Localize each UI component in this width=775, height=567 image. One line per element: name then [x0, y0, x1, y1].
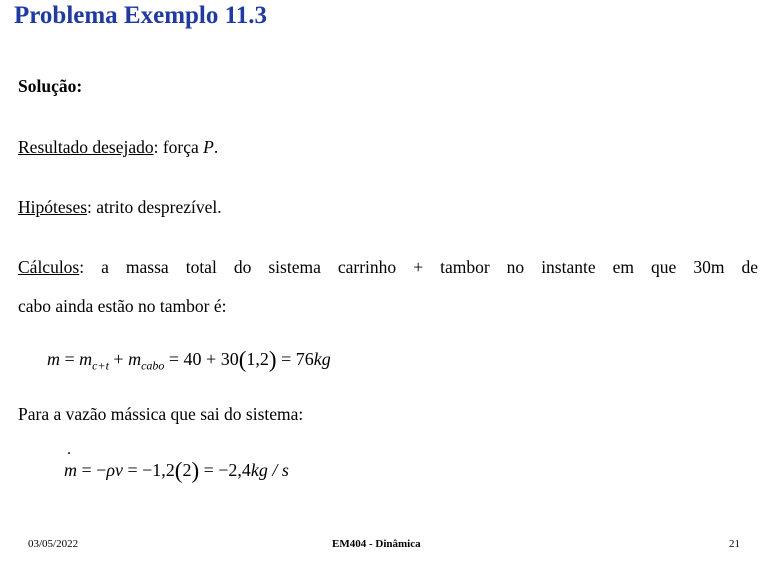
eq1-inner: 1,2 — [246, 349, 269, 369]
eq2-unit: kg / s — [250, 460, 289, 480]
slide-title: Problema Exemplo 11.3 — [14, 2, 268, 29]
footer-course: EM404 - Dinâmica — [332, 538, 421, 550]
eq1-eq2: = 76 — [276, 349, 314, 369]
hypothesis-line — [18, 197, 222, 218]
result-line — [18, 137, 218, 158]
eq2-rest: = −1,2 — [122, 460, 175, 480]
result-text: : força — [153, 137, 204, 157]
eq2-eq: = − — [77, 460, 107, 480]
solution-label: Solução: — [18, 76, 83, 96]
eq1-m: m — [47, 349, 60, 369]
result-label: Resultado desejado — [18, 137, 154, 157]
eq2-inner: 2 — [182, 460, 192, 480]
calc-text-1: : a massa total do sistema carrinho + tambor no instante em que 30m de — [79, 257, 758, 277]
eq1-m1: m — [79, 349, 93, 369]
result-end: . — [213, 137, 219, 157]
flow-equation — [64, 458, 289, 484]
eq2-v: v — [114, 460, 123, 480]
eq1-eq: = — [60, 349, 80, 369]
footer-date: 03/05/2022 — [28, 538, 79, 550]
eq1-rest: = 40 + 30 — [164, 349, 239, 369]
eq1-plus: + — [108, 349, 129, 369]
footer-page: 21 — [729, 538, 740, 550]
mass-equation — [47, 347, 331, 374]
calc-label: Cálculos — [18, 257, 80, 277]
eq1-unit: kg — [313, 349, 331, 369]
result-var: P — [203, 137, 214, 157]
eq2-paren-right: ) — [191, 458, 200, 483]
hypothesis-text: : atrito desprezível. — [87, 197, 222, 217]
eq2-paren-left: ( — [174, 458, 183, 483]
calc-line-2: cabo ainda estão no tambor é: — [18, 296, 227, 316]
calc-line-1 — [18, 257, 758, 278]
hypothesis-label: Hipóteses — [18, 197, 88, 217]
eq1-m2: m — [128, 349, 142, 369]
eq1-paren-left: ( — [238, 347, 247, 372]
eq1-sub2: cabo — [141, 358, 165, 373]
eq2-eq2: = −2,4 — [199, 460, 251, 480]
eq2-rho: ρ — [106, 460, 115, 480]
eq1-sub1: c+t — [92, 358, 109, 373]
eq2-mdot: ˙ m — [64, 460, 77, 481]
eq1-paren-right: ) — [268, 347, 277, 372]
flow-text: Para a vazão mássica que sai do sistema: — [18, 404, 304, 424]
